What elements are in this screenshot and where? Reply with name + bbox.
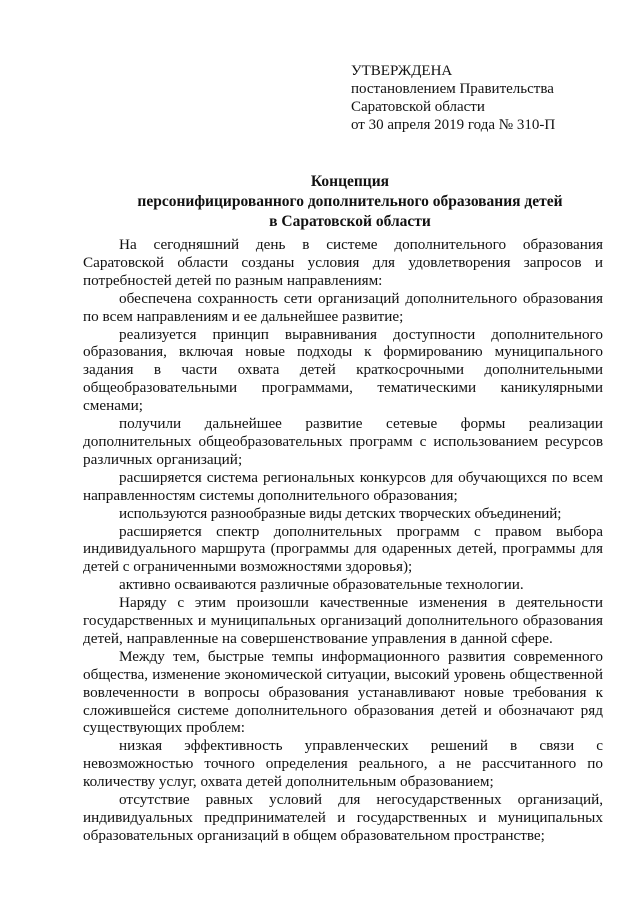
paragraph-problems-intro: Между тем, быстрые темпы информационного развития современного общества, изменение экономической ситуации, высокий уровень общественной вовлеченности в вопросы образования устанавливают новые требования к сложившейся системе дополнительного образования детей и обозначают ряд существующих проблем: [83,647,603,737]
paragraph-low-efficiency: низкая эффективность управленческих решений в связи с невозможностью точного определения реального, а не рассчитанного по количеству услуг, охвата детей дополнительным образованием; [83,737,603,791]
approval-line-region: Саратовской области [351,99,485,115]
approval-heading: УТВЕРЖДЕНА [351,63,453,79]
title-line-3: в Саратовской области [269,213,431,230]
approval-stamp [351,62,555,134]
paragraph-network-preserved: обеспечена сохранность сети организаций дополнительного образования по всем направлениям и ее дальнейшее развитие; [83,289,603,325]
title-line-1: Концепция [310,173,390,190]
approval-line-resolution: постановлением Правительства [351,81,554,97]
paragraph-qualitative-changes: Наряду с этим произошли качественные изменения в деятельности государственных и муниципальных организаций дополнительного образования детей, направленные на совершенствование управления в данной сфере. [83,594,603,647]
paragraph-accessibility: реализуется принцип выравнивания доступности дополнительного образования, включая новые подходы к формированию муниципального задания в части охвата детей краткосрочными дополнительными общеобразовательными программами, тематическими каникулярными сменами; [83,325,603,415]
document-body [83,236,603,845]
document-title [80,172,620,232]
paragraph-network-forms: получили дальнейшее развитие сетевые формы реализации дополнительных общеобразовательных программ с использованием ресурсов различных организаций; [83,415,603,468]
paragraph-contests: расширяется система региональных конкурсов для обучающихся по всем направленностям системы дополнительного образования; [83,468,603,504]
paragraph-technologies: активно осваиваются различные образовательные технологии. [119,576,524,594]
paragraph-program-spectrum: расширяется спектр дополнительных программ с правом выбора индивидуального маршрута (программы для одаренных детей, программы для детей с ограниченными возможностями здоровья); [83,522,603,576]
approval-line-date: от 30 апреля 2019 года № 310-П [351,117,556,133]
paragraph-unequal-conditions: отсутствие равных условий для негосударственных организаций, индивидуальных предпринимателей и государственных и муниципальных образовательных организаций в общем образовательном пространстве; [83,791,603,844]
title-line-2: персонифицированного дополнительного образования детей [137,193,563,210]
paragraph-creative-groups: используются разнообразные виды детских творческих объединений; [119,504,562,522]
paragraph-intro: На сегодняшний день в системе дополнительного образования Саратовской области созданы условия для удовлетворения запросов и потребностей детей по разным направлениям: [83,236,603,289]
